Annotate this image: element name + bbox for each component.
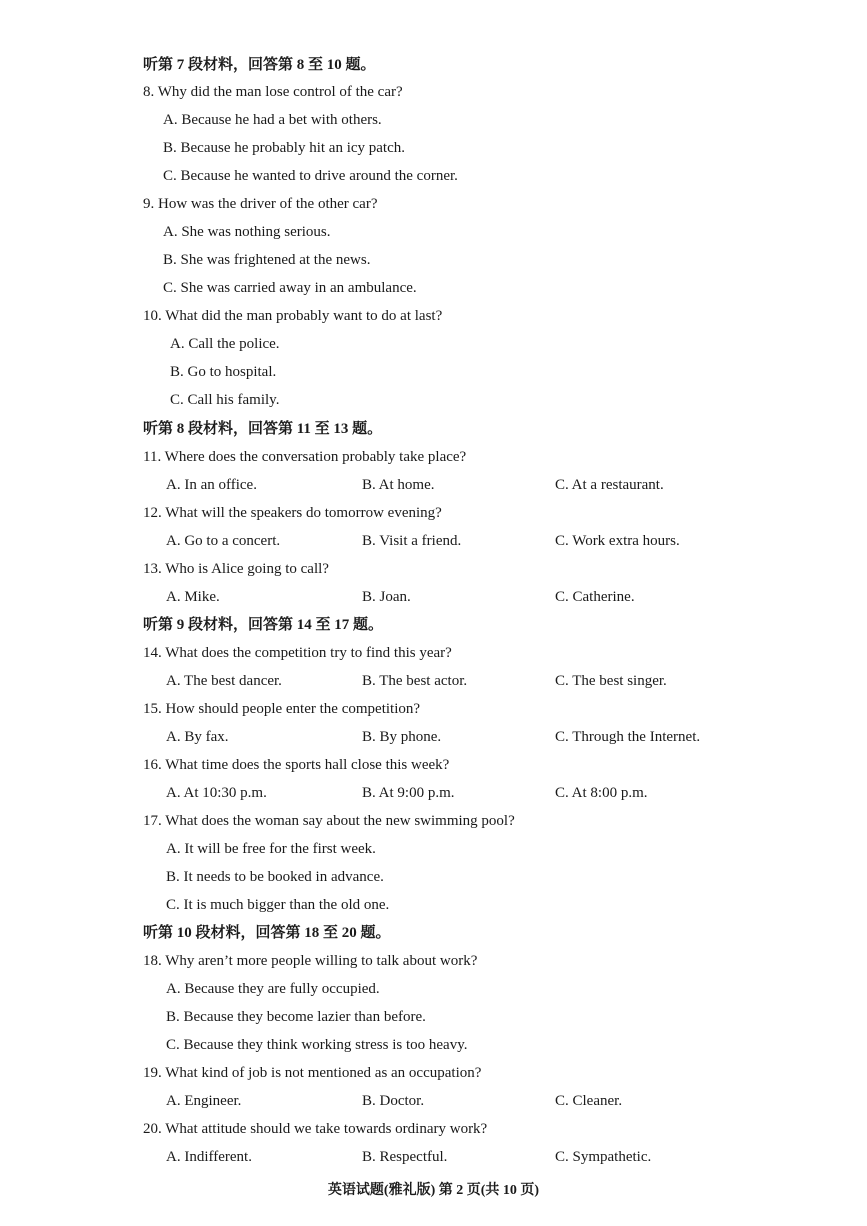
option-a: A. Engineer. [166,1093,242,1109]
options-row [166,727,866,747]
option-b: B. Because they become lazier than before. [166,1009,426,1025]
option-b: B. By phone. [362,729,442,745]
option-b: B. Respectful. [362,1149,448,1165]
option-b: B. At 9:00 p.m. [362,785,455,801]
option-a: A. She was nothing serious. [163,224,331,240]
question-8: 8. Why did the man lose control of the car? [143,84,403,100]
option-a: A. Call the police. [170,336,280,352]
option-a: A. By fax. [166,729,229,745]
option-c: C. Through the Internet. [555,729,701,745]
option-c: C. The best singer. [555,673,667,689]
question-14: 14. What does the competition try to find this year? [143,645,452,661]
option-c: C. Work extra hours. [555,533,680,549]
option-a: A. Mike. [166,589,220,605]
question-19: 19. What kind of job is not mentioned as an occupation? [143,1065,482,1081]
options-row [166,531,866,551]
option-b: B. The best actor. [362,673,468,689]
question-18: 18. Why aren’t more people willing to talk about work? [143,953,478,969]
option-b: B. She was frightened at the news. [163,252,371,268]
page-footer: 英语试题(雅礼版) 第 2 页(共 10 页) [327,1183,540,1198]
option-c: C. At a restaurant. [555,477,664,493]
option-c: C. She was carried away in an ambulance. [163,280,417,296]
options-row [166,671,866,691]
options-row [166,1091,866,1111]
question-10: 10. What did the man probably want to do at last? [143,308,443,324]
question-9: 9. How was the driver of the other car? [143,196,378,212]
question-17: 17. What does the woman say about the new swimming pool? [143,813,515,829]
option-c: C. Call his family. [170,392,280,408]
option-a: A. It will be free for the first week. [166,841,376,857]
option-c: C. It is much bigger than the old one. [166,897,390,913]
option-b: B. Visit a friend. [362,533,462,549]
option-a: A. The best dancer. [166,673,282,689]
option-b: B. At home. [362,477,435,493]
option-a: A. In an office. [166,477,257,493]
option-b: B. Joan. [362,589,411,605]
option-c: C. Sympathetic. [555,1149,652,1165]
option-a: A. Because he had a bet with others. [163,112,382,128]
option-b: B. Doctor. [362,1093,425,1109]
section-header: 听第 7 段材料，回答第 8 至 10 题。 [143,57,376,73]
question-20: 20. What attitude should we take towards ordinary work? [143,1121,488,1137]
options-row [166,475,866,495]
section-header: 听第 8 段材料，回答第 11 至 13 题。 [143,421,383,437]
option-b: B. Go to hospital. [170,364,277,380]
option-c: C. Cleaner. [555,1093,623,1109]
option-b: B. It needs to be booked in advance. [166,869,384,885]
option-a: A. At 10:30 p.m. [166,785,267,801]
option-c: C. Because he wanted to drive around the corner. [163,168,458,184]
option-a: A. Indifferent. [166,1149,252,1165]
section-header: 听第 9 段材料，回答第 14 至 17 题。 [143,617,384,633]
option-c: C. Because they think working stress is too heavy. [166,1037,468,1053]
option-c: C. At 8:00 p.m. [555,785,648,801]
question-15: 15. How should people enter the competition? [143,701,421,717]
option-a: A. Go to a concert. [166,533,281,549]
section-header: 听第 10 段材料，回答第 18 至 20 题。 [143,925,391,941]
options-row [166,587,866,607]
option-c: C. Catherine. [555,589,635,605]
question-13: 13. Who is Alice going to call? [143,561,329,577]
question-11: 11. Where does the conversation probably take place? [143,449,467,465]
question-16: 16. What time does the sports hall close this week? [143,757,450,773]
option-a: A. Because they are fully occupied. [166,981,380,997]
options-row [166,1147,866,1167]
option-b: B. Because he probably hit an icy patch. [163,140,406,156]
question-12: 12. What will the speakers do tomorrow evening? [143,505,442,521]
options-row [166,783,866,803]
